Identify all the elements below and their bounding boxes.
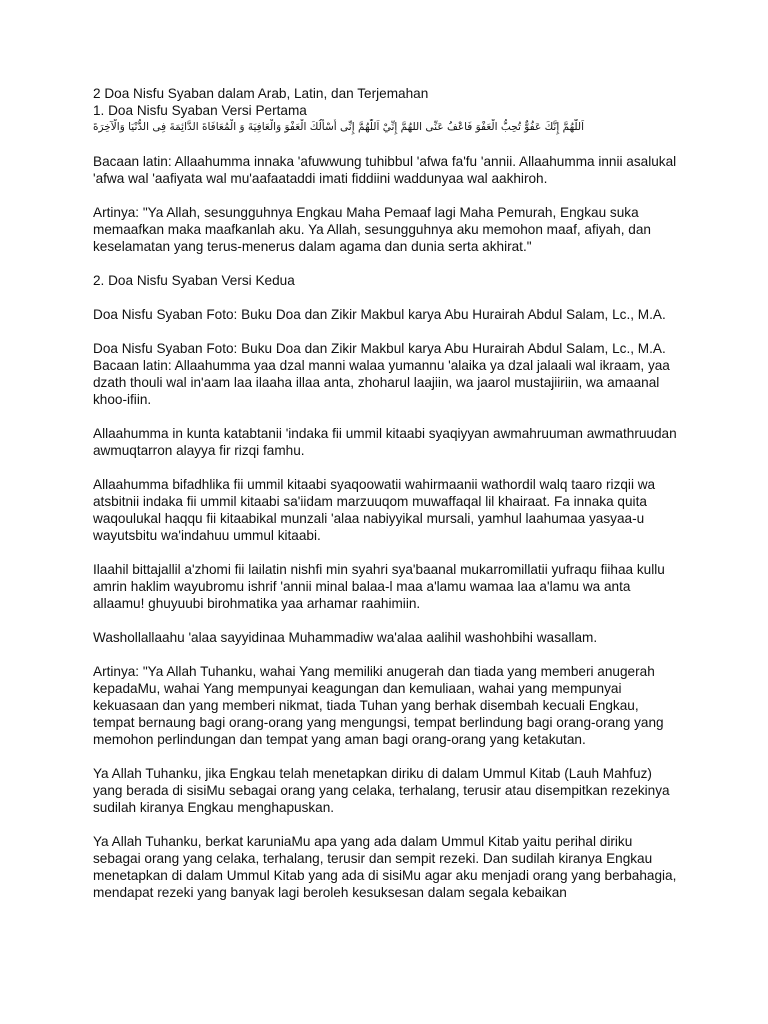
section-heading-2: 2. Doa Nisfu Syaban Versi Kedua: [93, 273, 295, 288]
document-body: [93, 85, 683, 901]
latin-reading-1: Bacaan latin: Allaahumma innaka 'afuwwung tuhibbul 'afwa fa'fu 'annii. Allaahumma innii asalukal 'afwa wal 'aafiyata wal mu'aafaataddi imati fiddiini waddunyaa wal aakhiroh.: [93, 154, 677, 186]
latin-reading-3: Allaahumma in kunta katabtanii 'indaka fii ummil kitaabi syaqiyyan awmahruuman awmathruudan awmuqtarron alayya fir rizqi famhu.: [93, 426, 677, 458]
latin-reading-5: Ilaahil bittajallil a'zhomi fii lailatin nishfi min syahri sya'baanal mukarromillatii yufraqu fiihaa kullu amrin haklim wayubromu ishrif 'annii minal balaa-l maa a'lamu wamaa laa a'lamu wa anta allaamu! ghuyuubi birohmatika yaa arhamar raahimiin.: [93, 562, 665, 611]
latin-reading-6: Washollallaahu 'alaa sayyidinaa Muhammadiw wa'alaa aalihil washohbihi wasallam.: [93, 630, 598, 645]
translation-1: Artinya: "Ya Allah, sesungguhnya Engkau Maha Pemaaf lagi Maha Pemurah, Engkau suka memaafkan maka maafkanlah aku. Ya Allah, sesungguhnya aku memohon maaf, afiyah, dan keselamatan yang terus-menerus dalam agama dan dunia serta akhirat.": [93, 205, 651, 254]
arabic-prayer-1: اَللّٰهُمَّ إِنَّكَ عَفُوٌّ تُحِبُّ الْعَفْوَ فَاعْفُ عَنِّى اللهُمَّ إِنِّيْ اَللّٰهُمَّ إِنِّى أَسْأَلُكَ الْعَفْوَ وَالْعَافِيَةَ وَ الْمُعَافَاةَ الدَّائِمَةَ فِى الدُّنْيَا وَالْآخِرَةَ: [93, 121, 585, 133]
photo-caption: Doa Nisfu Syaban Foto: Buku Doa dan Zikir Makbul karya Abu Hurairah Abdul Salam, Lc., M.A.: [93, 307, 666, 322]
document-title: 2 Doa Nisfu Syaban dalam Arab, Latin, dan Terjemahan: [93, 86, 429, 101]
translation-4: Ya Allah Tuhanku, berkat karuniaMu apa yang ada dalam Ummul Kitab yaitu perihal diriku sebagai orang yang celaka, terhalang, terusir dan sempit rezeki. Dan sudilah kiranya Engkau menetapkan di dalam Ummul Kitab yang ada di sisiMu agar aku menjadi orang yang berbahagia, mendapat rezeki yang banyak lagi beroleh kesuksesan dalam segala kebaikan: [93, 834, 677, 900]
translation-3: Ya Allah Tuhanku, jika Engkau telah menetapkan diriku di dalam Ummul Kitab (Lauh Mahfuz) yang berada di sisiMu sebagai orang yang celaka, terhalang, terusir atau disempitkan rezekinya sudilah kiranya Engkau menghapuskan.: [93, 766, 670, 815]
section-heading-1: 1. Doa Nisfu Syaban Versi Pertama: [93, 103, 307, 118]
photo-caption: Doa Nisfu Syaban Foto: Buku Doa dan Zikir Makbul karya Abu Hurairah Abdul Salam, Lc., M.A.: [93, 341, 666, 356]
latin-reading-4: Allaahumma bifadhlika fii ummil kitaabi syaqoowatii wahirmaanii wathordil walq taaro rizqii wa atsbitnii indaka fii ummil kitaabi sa'iidam marzuuqom muwaffaqal lil khairaat. Fa innaka quita waqoulukal haqqu fii kitaabikal munzali 'alaa nabiyyikal mursali, yamhul laahumaa yasyaa-u wayutsbitu wa'indahuu ummul kitaabi.: [93, 477, 656, 543]
translation-2: Artinya: "Ya Allah Tuhanku, wahai Yang memiliki anugerah dan tiada yang memberi anugerah kepadaMu, wahai Yang mempunyai keagungan dan kemuliaan, wahai yang mempunyai kekuasaan dan yang memberi nikmat, tiada Tuhan yang berhak disembah kecuali Engkau, tempat bernaung bagi orang-orang yang mengungsi, tempat berlindung bagi orang-orang yang memohon perlindungan dan tempat yang aman bagi orang-orang yang ketakutan.: [93, 664, 664, 747]
latin-reading-2: Bacaan latin: Allaahumma yaa dzal manni walaa yumannu 'alaika ya dzal jalaali wal ikraam, yaa dzath thouli wal in'aam laa ilaaha illaa anta, zhoharul laajiin, wa jaarol mustajiiriin, wa amaanal khoo-ifiin.: [93, 358, 670, 407]
